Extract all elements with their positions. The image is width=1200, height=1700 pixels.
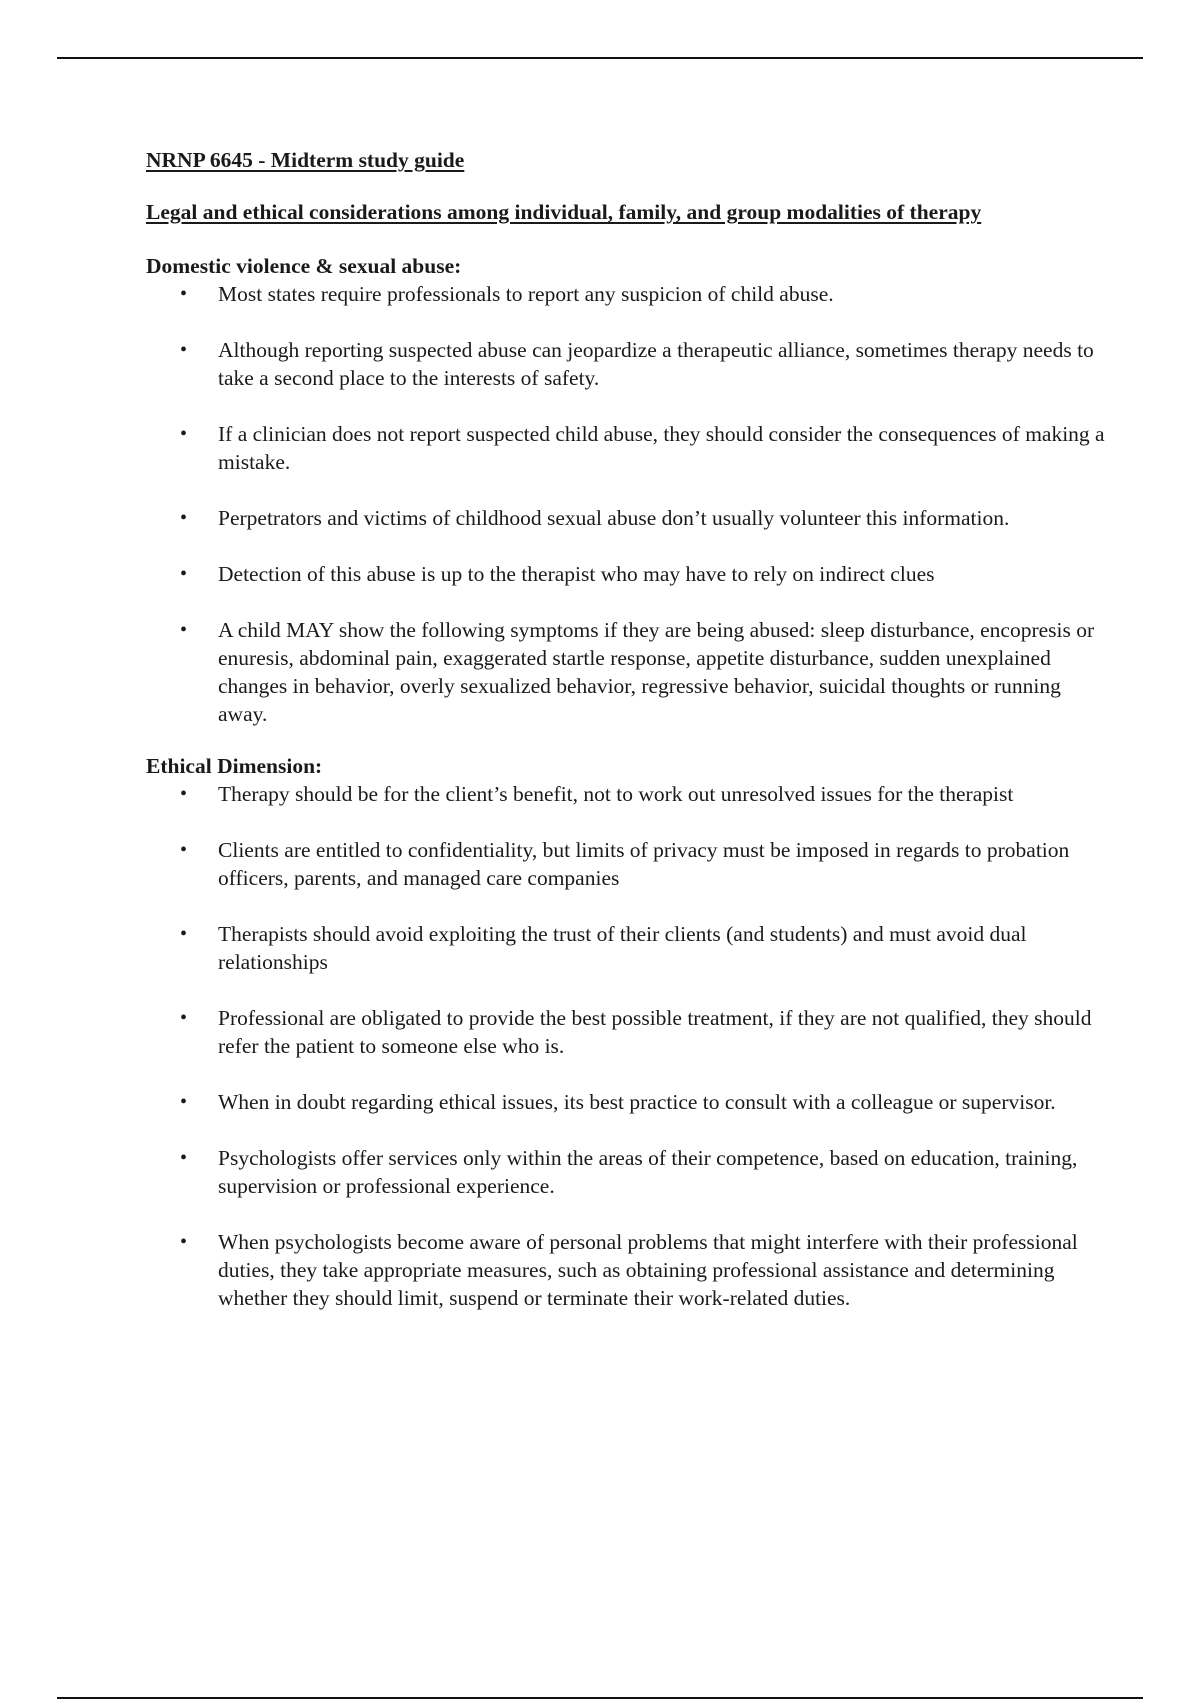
list-item: • If a clinician does not report suspected child abuse, they should consider the consequences of making a mistake.: [146, 420, 1106, 476]
list-item: • When psychologists become aware of personal problems that might interfere with their professional duties, they take appropriate measures, such as obtaining professional assistance and determining whether they should limit, suspend or terminate their work-related duties.: [146, 1228, 1106, 1312]
section-heading: Domestic violence & sexual abuse:: [146, 254, 462, 278]
list-item: • Therapists should avoid exploiting the trust of their clients (and students) and must avoid dual relationships: [146, 920, 1106, 976]
list-item: • Although reporting suspected abuse can jeopardize a therapeutic alliance, sometimes therapy needs to take a second place to the interests of safety.: [146, 336, 1106, 392]
list-item: • Detection of this abuse is up to the therapist who may have to rely on indirect clues: [146, 560, 1106, 588]
list-item: • Therapy should be for the client’s benefit, not to work out unresolved issues for the therapist: [146, 780, 1106, 808]
list-item: • Professional are obligated to provide the best possible treatment, if they are not qualified, they should refer the patient to someone else who is.: [146, 1004, 1106, 1060]
section-heading: Ethical Dimension:: [146, 754, 323, 778]
document-subtitle: Legal and ethical considerations among individual, family, and group modalities of therapy: [146, 200, 982, 224]
document-body: [146, 146, 1106, 1340]
list-item: • Psychologists offer services only within the areas of their competence, based on education, training, supervision or professional experience.: [146, 1144, 1106, 1200]
document-title: NRNP 6645 - Midterm study guide: [146, 148, 465, 172]
top-divider: [57, 57, 1143, 59]
list-item: • Most states require professionals to report any suspicion of child abuse.: [146, 280, 1106, 308]
list-item: • Perpetrators and victims of childhood sexual abuse don’t usually volunteer this information.: [146, 504, 1106, 532]
bullet-list: [146, 780, 1106, 1312]
section-domestic-violence: [146, 252, 1106, 728]
bottom-divider: [57, 1697, 1143, 1699]
list-item: • When in doubt regarding ethical issues, its best practice to consult with a colleague or supervisor.: [146, 1088, 1106, 1116]
section-ethical-dimension: [146, 752, 1106, 1312]
list-item: • A child MAY show the following symptoms if they are being abused: sleep disturbance, encopresis or enuresis, abdominal pain, exaggerated startle response, appetite disturbance, sudden unexplained changes in behavior, overly sexualized behavior, regressive behavior, suicidal thoughts or running away.: [146, 616, 1106, 728]
list-item: • Clients are entitled to confidentiality, but limits of privacy must be imposed in regards to probation officers, parents, and managed care companies: [146, 836, 1106, 892]
bullet-list: [146, 280, 1106, 728]
